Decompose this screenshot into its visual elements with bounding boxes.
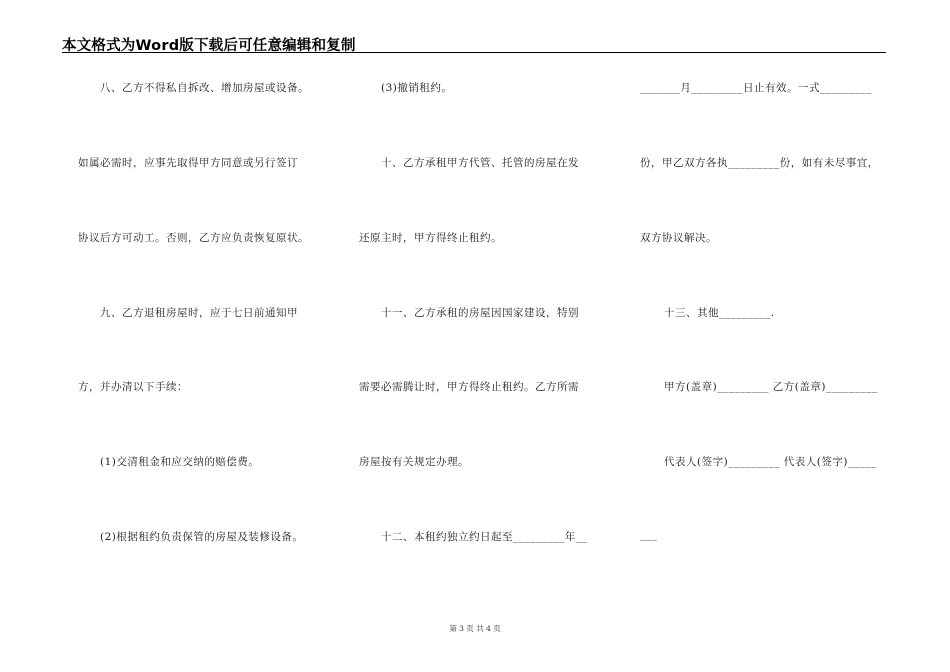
column-3-line: ___: [640, 529, 658, 541]
column-2-line: 十一、乙方承租的房屋因国家建设，特别: [381, 307, 579, 319]
column-3-line: 双方协议解决。: [640, 232, 717, 244]
column-2-line: 房屋按有关规定办理。: [359, 456, 469, 468]
column-1-line: (2)根据租约负责保管的房屋及装修设备。: [100, 531, 304, 543]
column-3-line: 甲方(盖章)_________ 乙方(盖章)_________: [664, 381, 878, 393]
header-divider: [62, 52, 886, 53]
column-1-line: 协议后方可动工。否则，乙方应负责恢复原状。: [78, 232, 309, 244]
column-1-line: (1)交清租金和应交纳的赔偿费。: [100, 456, 260, 468]
column-3-line: _______月_________日止有效。一式_________: [640, 82, 872, 94]
column-2-line: 还原主时，甲方得终止租约。: [359, 232, 502, 244]
column-2-line: 十二、本租约独立约日起至_________年__: [381, 531, 588, 543]
page-number: 第 3 页 共 4 页: [449, 624, 501, 633]
column-1-line: 方，并办清以下手续：: [78, 381, 188, 393]
column-1-line: 九、乙方退租房屋时，应于七日前通知甲: [100, 307, 298, 319]
page-header-title: 本文格式为Word版下载后可任意编辑和复制: [62, 38, 356, 54]
column-3-line: 份，甲乙双方各执_________份，如有未尽事宜，: [640, 157, 879, 169]
column-2-line: 需要必需腾让时，甲方得终止租约。乙方所需: [359, 381, 579, 393]
column-3-line: 代表人(签字)_________ 代表人(签字)_____: [664, 456, 877, 468]
column-2-line: 十、乙方承租甲方代管、托管的房屋在发: [381, 157, 579, 169]
column-2-line: (3)撤销租约。: [381, 82, 453, 94]
column-3-line: 十三、其他_________.: [664, 307, 775, 319]
column-1-line: 如属必需时，应事先取得甲方同意或另行签订: [78, 157, 298, 169]
column-1-line: 八、乙方不得私自拆改、增加房屋或设备。: [100, 82, 309, 94]
